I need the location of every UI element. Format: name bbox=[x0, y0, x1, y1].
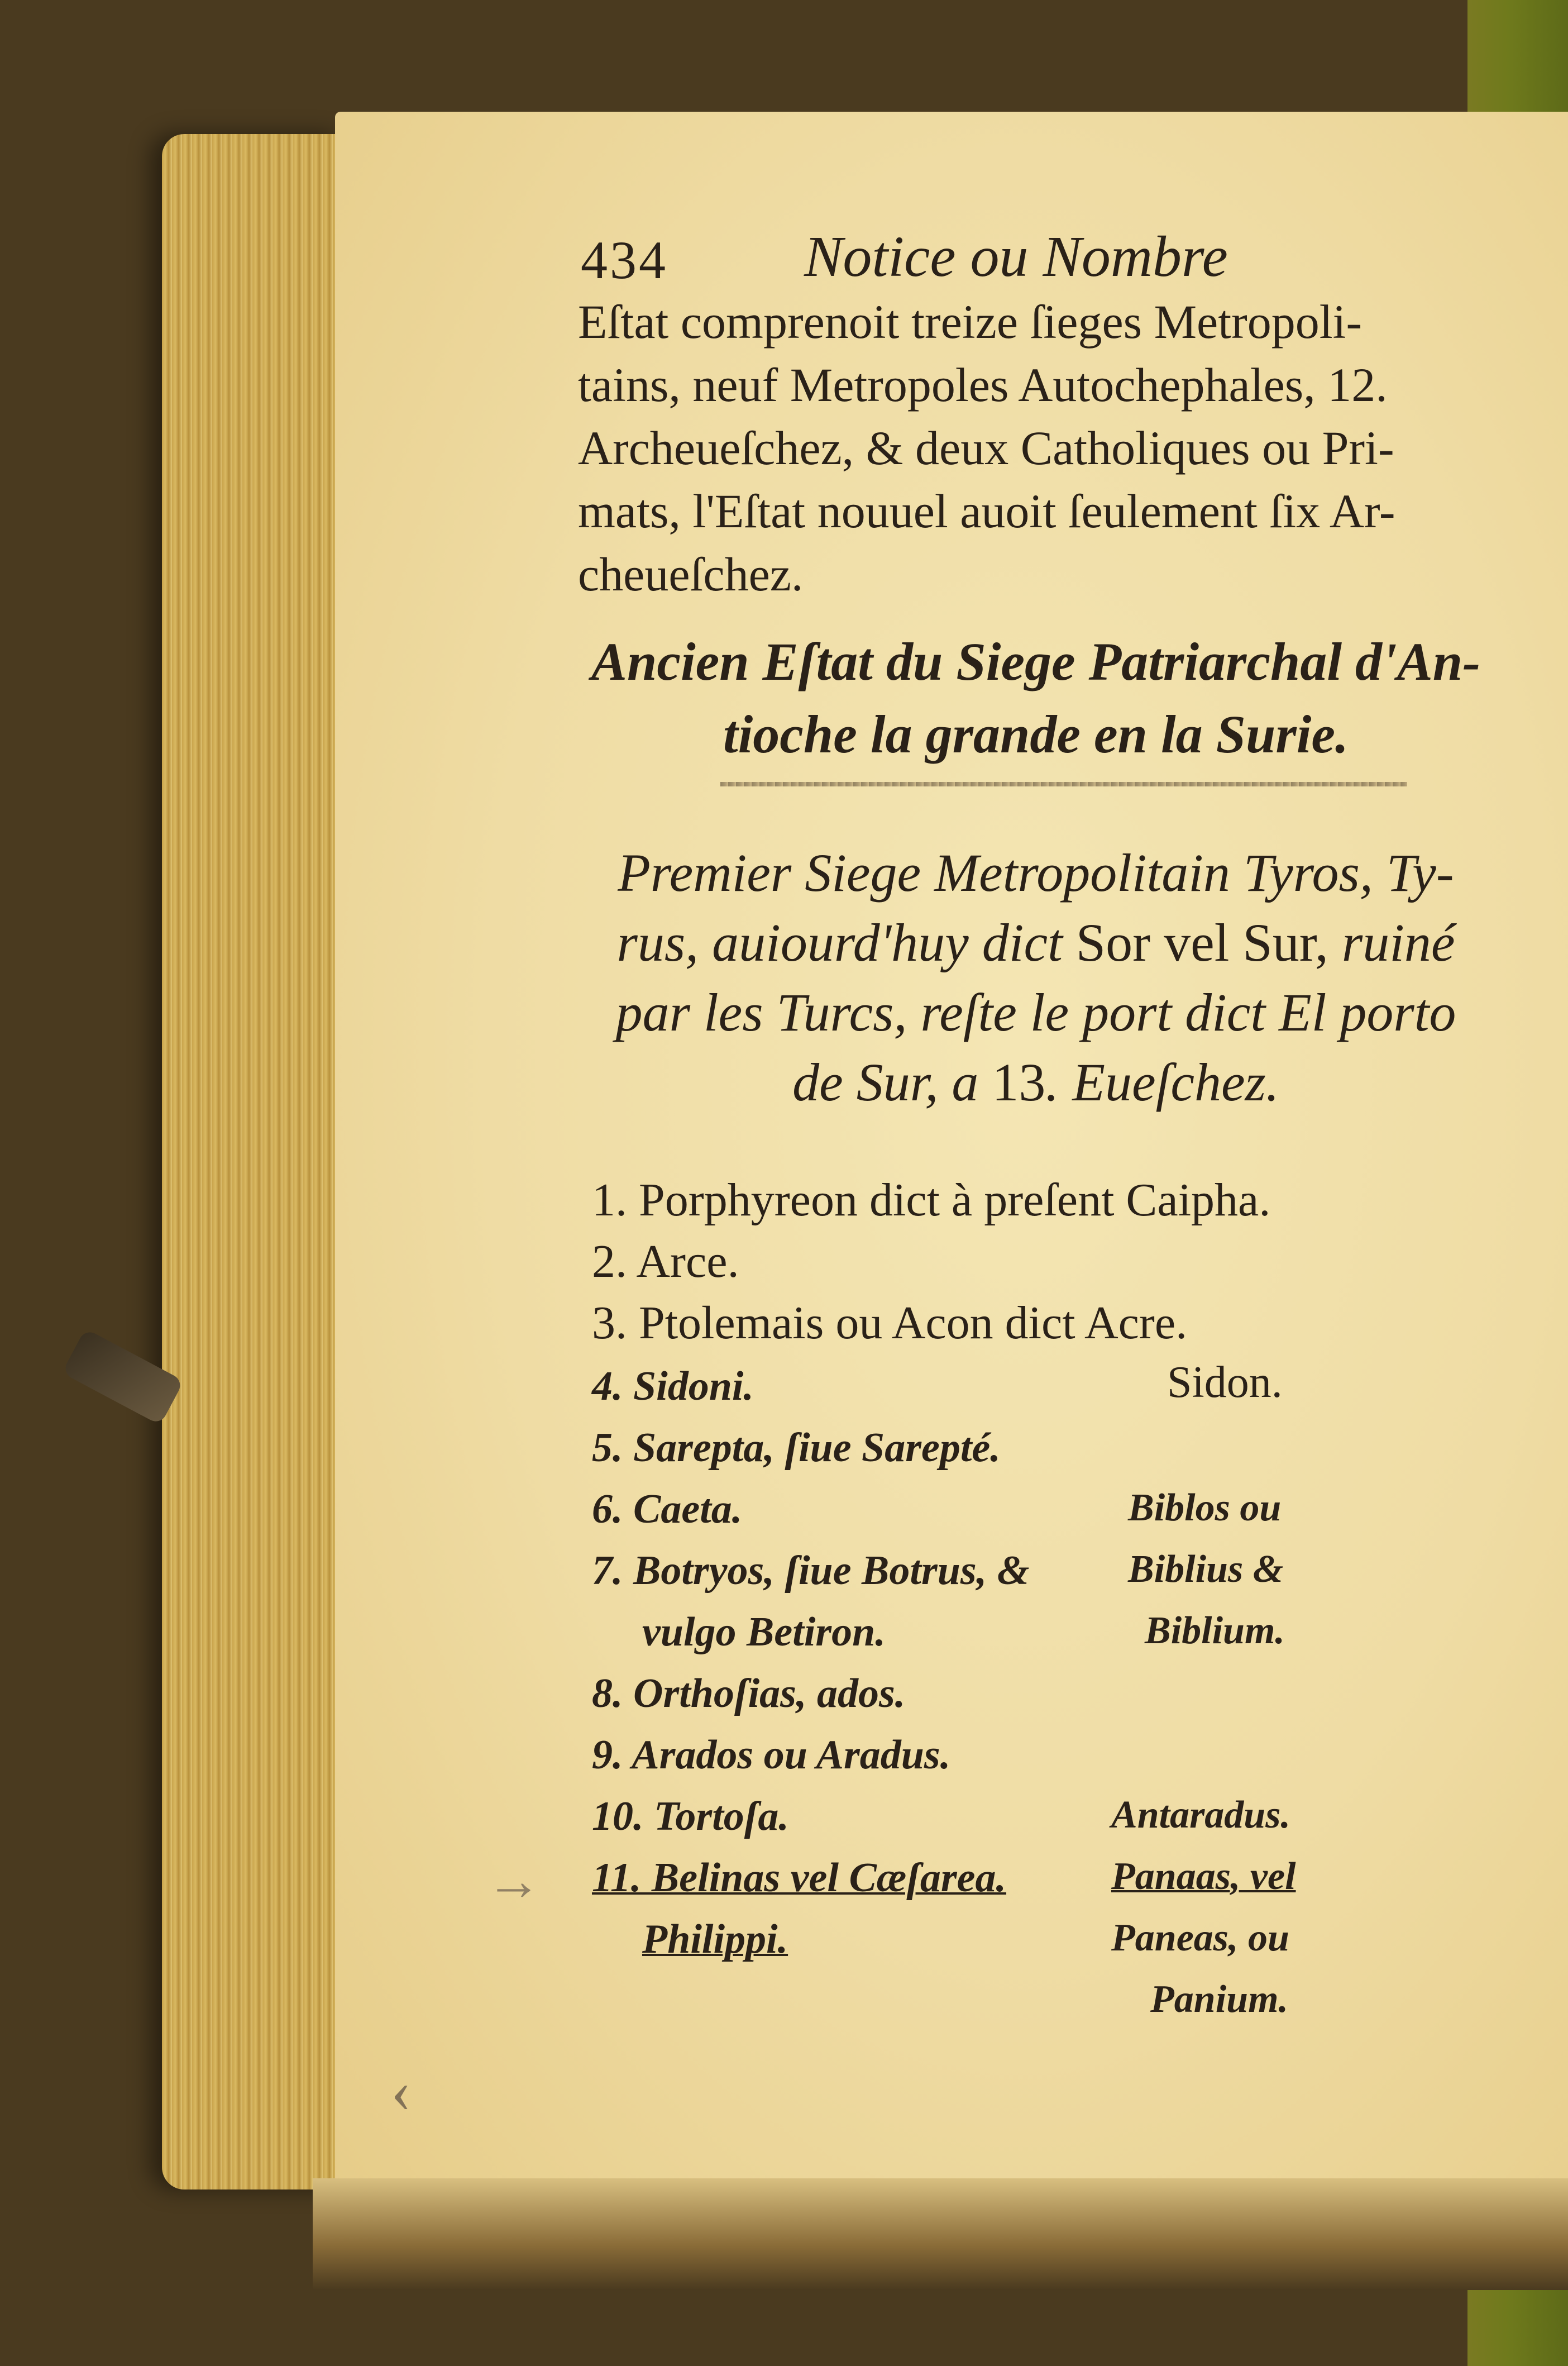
subheading bbox=[578, 838, 1494, 1117]
section-heading bbox=[578, 626, 1494, 771]
paragraph-line: tains, neuf Metropoles Autochephales, 12. bbox=[578, 358, 1388, 412]
subheading-text: rus, auiourd'huy dict bbox=[616, 913, 1076, 972]
subheading-line bbox=[578, 908, 1494, 977]
page-header bbox=[581, 218, 1474, 296]
heading-line: Ancien Eſtat du Siege Patriarchal d'An- bbox=[591, 632, 1481, 691]
list-item-right: Biblium. bbox=[1145, 1609, 1285, 1652]
list-item: 11. Belinas vel Cæſarea. bbox=[592, 1855, 1007, 1901]
book-page-edges bbox=[162, 134, 346, 2189]
page-bottom-shadow bbox=[313, 2178, 1568, 2290]
heading-line: tioche la grande en la Surie. bbox=[723, 704, 1349, 764]
page-number: 434 bbox=[581, 230, 668, 290]
subheading-line: Premier Siege Metropolitain Tyros, Ty- bbox=[618, 843, 1454, 903]
paragraph-line: cheueſchez. bbox=[578, 547, 804, 601]
list-item: 6. Caeta. bbox=[592, 1486, 743, 1532]
list-item: 10. Tortoſa. bbox=[592, 1793, 789, 1839]
list-item: 7. Botryos, ſiue Botrus, & bbox=[592, 1548, 1030, 1594]
list-item: Philippi. bbox=[642, 1916, 788, 1962]
list-item: 9. Arados ou Aradus. bbox=[592, 1732, 951, 1778]
subheading-text: de Sur, a bbox=[792, 1052, 992, 1112]
list-item: 5. Sarepta, ſiue Sarepté. bbox=[592, 1425, 1001, 1471]
decorative-rule bbox=[720, 782, 1407, 786]
subheading-line: par les Turcs, reſte le port dict El porto bbox=[615, 982, 1456, 1042]
list-item-right: Panium. bbox=[1150, 1978, 1289, 2021]
list-item: 4. Sidoni. bbox=[592, 1363, 754, 1409]
running-title: Notice ou Nombre bbox=[804, 225, 1228, 289]
paragraph-line: Eſtat comprenoit treize ſieges Metropoli- bbox=[578, 295, 1363, 349]
list-item-right: Paneas, ou bbox=[1111, 1916, 1289, 1959]
list-item-right: Antaradus. bbox=[1111, 1793, 1290, 1836]
list-item: vulgo Betiron. bbox=[642, 1609, 886, 1655]
list-item-right: Panaas, vel bbox=[1111, 1855, 1296, 1898]
pencil-arrow-mark: → bbox=[486, 1850, 542, 1912]
subheading-line bbox=[578, 1047, 1494, 1117]
subheading-text: . Eueſchez. bbox=[1045, 1052, 1279, 1112]
subheading-number: 13 bbox=[992, 1052, 1046, 1112]
list-item: 3. Ptolemais ou Acon dict Acre. bbox=[592, 1297, 1188, 1349]
paragraph-line: Archeueſchez, & deux Catholiques ou Pri- bbox=[578, 421, 1394, 475]
body-paragraph bbox=[578, 290, 1494, 606]
list-item: 8. Orthoſias, ados. bbox=[592, 1671, 906, 1716]
list-item: 1. Porphyreon dict à preſent Caipha. bbox=[592, 1174, 1271, 1226]
paragraph-line: mats, l'Eſtat nouuel auoit ſeulement ſix Ar- bbox=[578, 484, 1395, 538]
list-item-right: Biblos ou bbox=[1128, 1486, 1282, 1529]
list-item-right: Sidon. bbox=[1167, 1358, 1283, 1407]
subheading-text-roman: Sor vel Sur, bbox=[1075, 913, 1328, 972]
subheading-text: ruiné bbox=[1328, 913, 1455, 972]
list-item-right: Biblius & bbox=[1128, 1548, 1284, 1591]
pencil-check-mark: ‹ bbox=[391, 2057, 412, 2125]
list-item: 2. Arce. bbox=[592, 1236, 739, 1287]
